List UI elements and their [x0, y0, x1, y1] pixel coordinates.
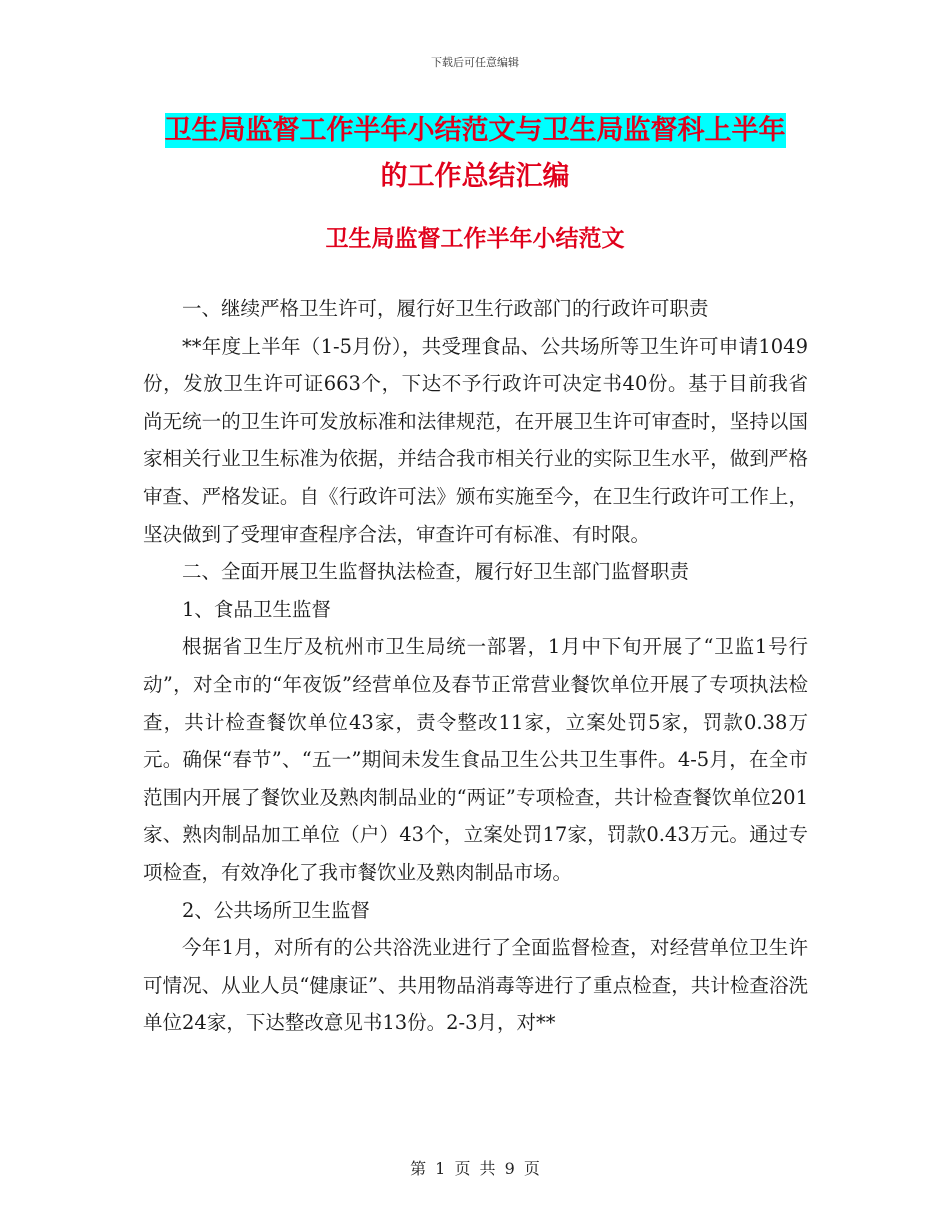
paragraph-heading-1: 一、继续严格卫生许可，履行好卫生行政部门的行政许可职责 — [182, 297, 709, 320]
title-line-1: 卫生局监督工作半年小结范文与卫生局监督科上半年 — [164, 115, 786, 146]
section-title: 卫生局监督工作半年小结范文 — [325, 226, 625, 252]
header-note: 下载后可任意编辑 — [431, 56, 519, 69]
body-content — [143, 290, 808, 1042]
page-number-footer: 第 1 页 共 9 页 — [410, 1159, 540, 1178]
document-title — [0, 108, 950, 200]
subheading-food-hygiene: 1、食品卫生监督 — [182, 597, 331, 621]
paragraph-heading-2: 二、全面开展卫生监督执法检查，履行好卫生部门监督职责 — [182, 560, 690, 584]
paragraph: **年度上半年（1-5月份），共受理食品、公共场所等卫生许可申请1049份，发放卫生许可证663个，下达不予行政许可决定书40份。基于目前我省尚无统一的卫生许可发放标准和法律规范，在开展卫生许可审查时，坚持以国家相关行业卫生标准为依据，并结合我市相关行业的实际卫生水平，做到严格审查、严格发证。自《行政许可法》颁布实施至今，在卫生行政许可工作上，坚决做到了受理审查程序合法，审查许可有标准、有时限。 — [143, 334, 808, 546]
subheading-public-places: 2、公共场所卫生监督 — [182, 898, 370, 922]
title-line-2: 的工作总结汇编 — [380, 161, 570, 192]
paragraph: 根据省卫生厅及杭州市卫生局统一部署，1月中下旬开展了“卫监1号行动”，对全市的“年夜饭”经营单位及春节正常营业餐饮单位开展了专项执法检查，共计检查餐饮单位43家，责令整改11家，立案处罚5家，罚款0.38万元。确保“春节”、“五一”期间未发生食品卫生公共卫生事件。4-5月，在全市范围内开展了餐饮业及熟肉制品业的“两证”专项检查，共计检查餐饮单位201家、熟肉制品加工单位（户）43个，立案处罚17家，罚款0.43万元。通过专项检查，有效净化了我市餐饮业及熟肉制品市场。 — [143, 635, 808, 884]
paragraph: 今年1月，对所有的公共浴洗业进行了全面监督检查，对经营单位卫生许可情况、从业人员“健康证”、共用物品消毒等进行了重点检查，共计检查浴洗单位24家，下达整改意见书13份。2-3月，对** — [143, 936, 808, 1035]
